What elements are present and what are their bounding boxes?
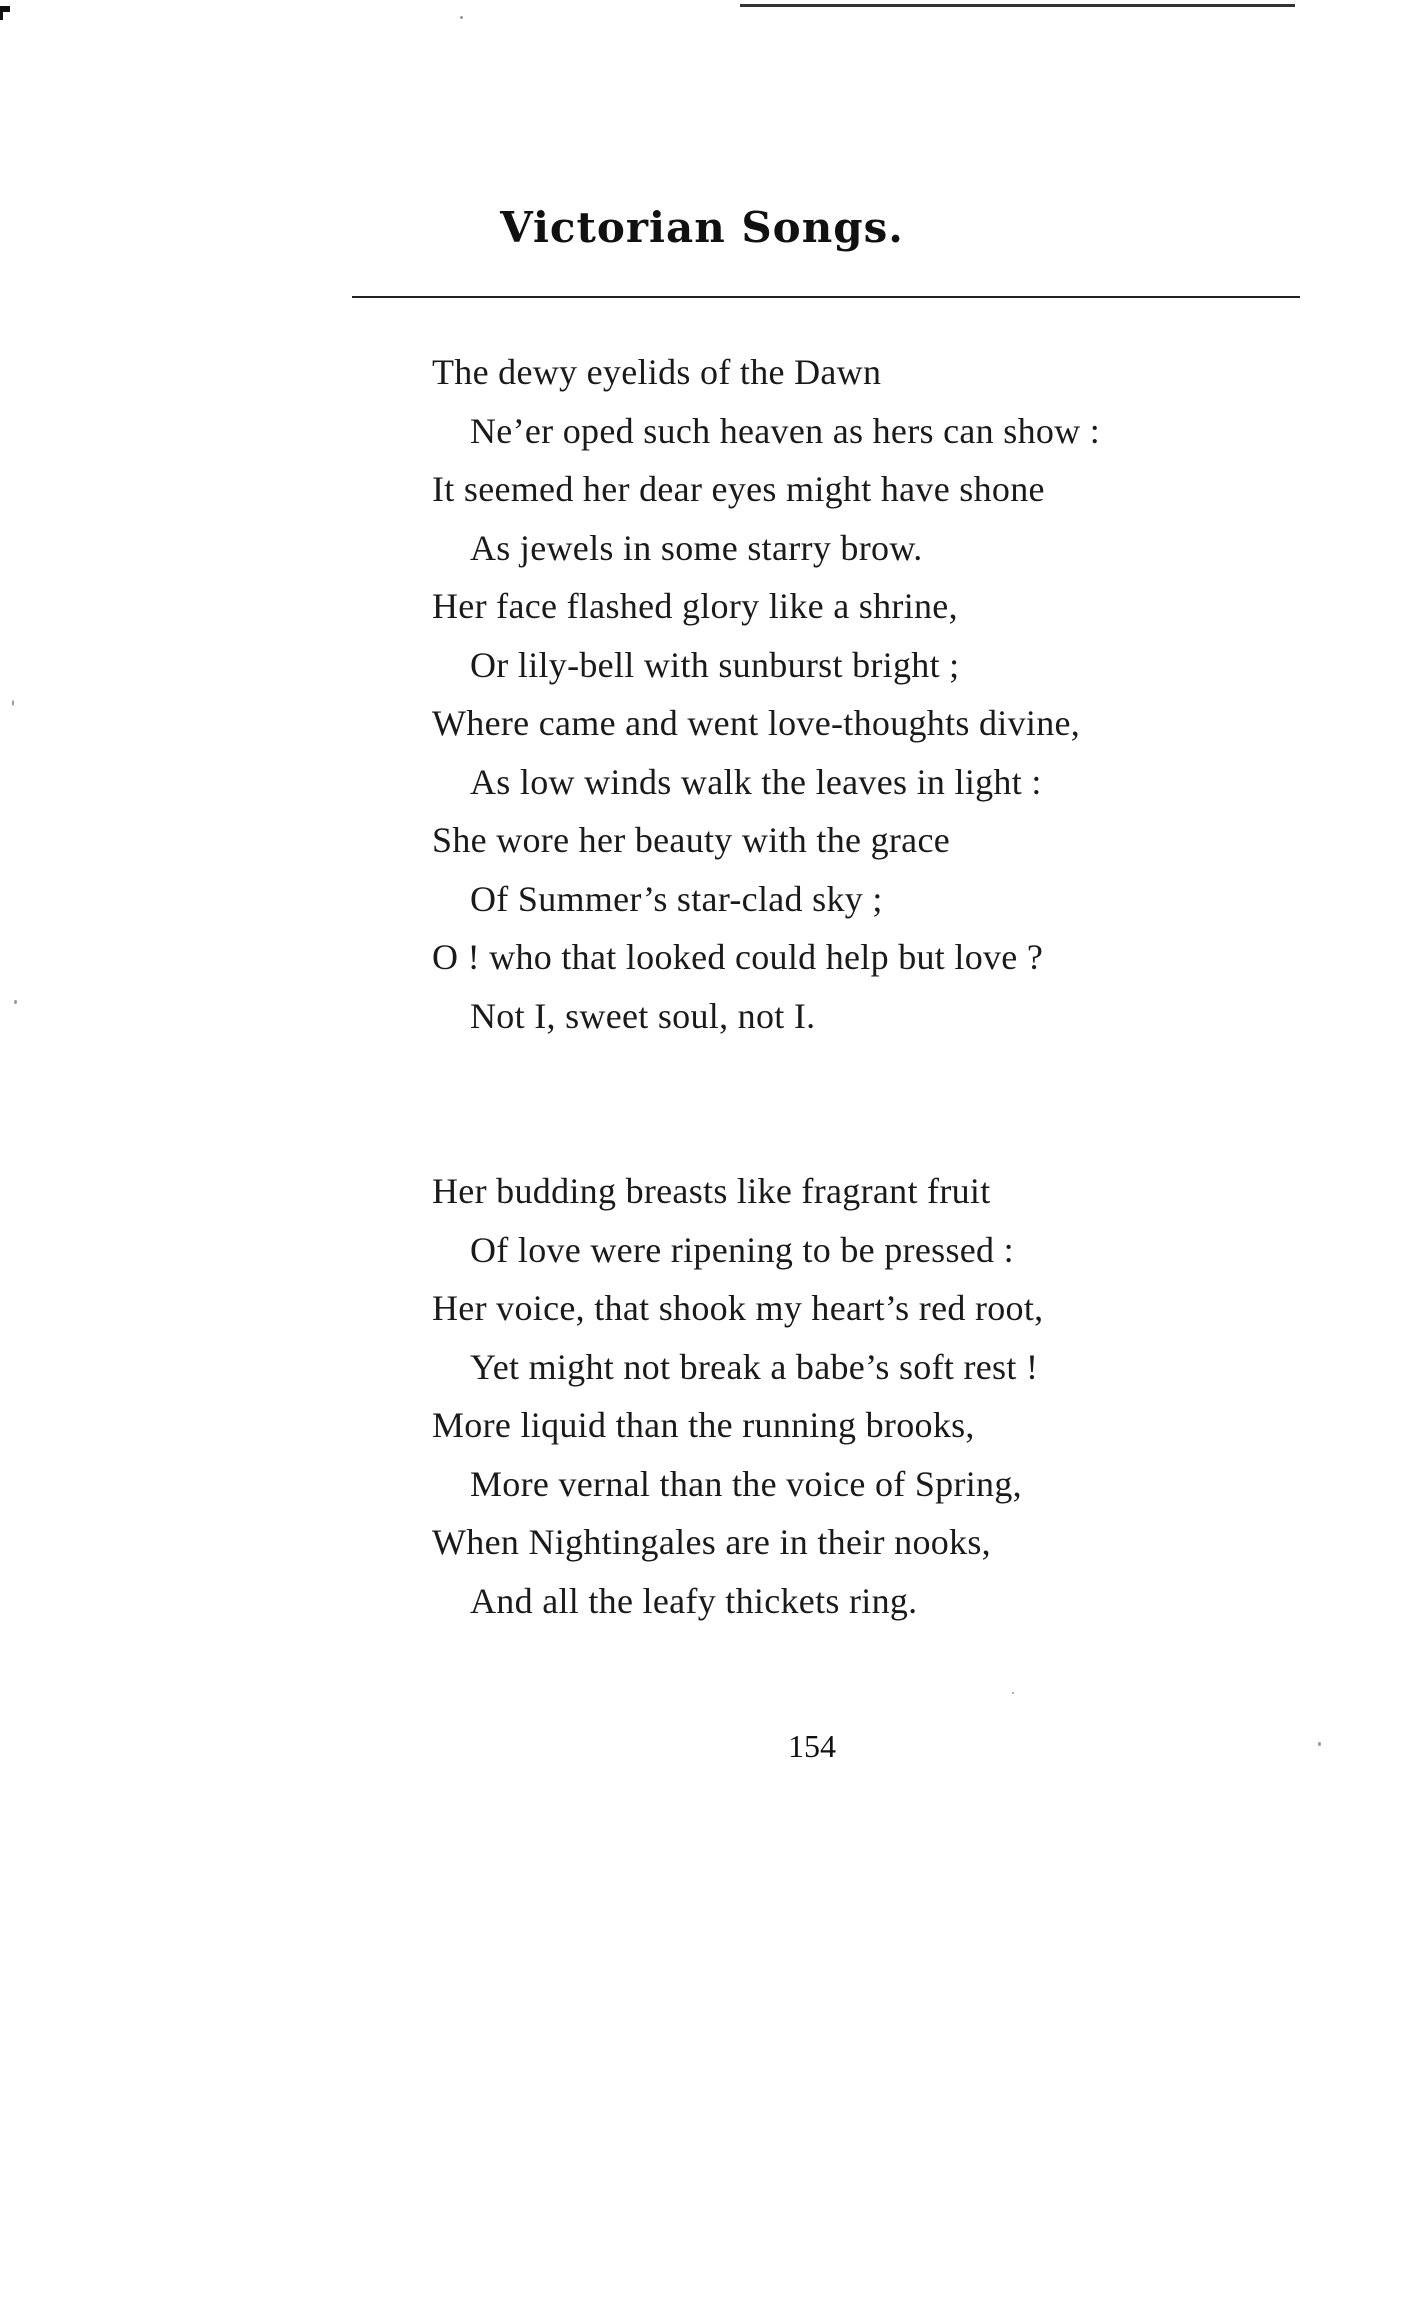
scan-corner-tick [0,8,3,20]
header-rule [352,296,1300,298]
verse-line: She wore her beauty with the grace [432,820,950,860]
verse-line: As low winds walk the leaves in light : [470,761,1042,802]
page-number: 154 [788,1728,836,1764]
verse-line: Ne’er oped such heaven as hers can show : [470,410,1101,451]
stanza-1 [432,343,1292,1045]
verse-line: O ! who that looked could help but love ? [432,937,1044,977]
stanza-2 [432,1162,1292,1630]
verse-line: Her budding breasts like fragrant fruit [432,1171,991,1211]
scan-speck [1012,1692,1014,1694]
scan-speck [1318,1742,1321,1746]
verse-line: Yet might not break a babe’s soft rest ! [470,1346,1039,1387]
verse-line: As jewels in some starry brow. [470,527,923,568]
verse-line: Her voice, that shook my heart’s red root, [432,1288,1044,1328]
verse-line: Or lily-bell with sunburst bright ; [470,644,960,685]
verse-line: Of Summer’s star-clad sky ; [470,878,883,919]
verse-line: Of love were ripening to be pressed : [470,1229,1014,1270]
verse-line: More vernal than the voice of Spring, [470,1463,1022,1504]
verse-line: Where came and went love-thoughts divine, [432,703,1081,743]
verse-line: Her face flashed glory like a shrine, [432,586,958,626]
verse-line: And all the leafy thickets ring. [470,1580,918,1621]
scan-speck [14,1000,17,1004]
scan-speck [12,700,14,706]
verse-line: It seemed her dear eyes might have shone [432,469,1045,509]
top-edge-rule [740,4,1295,7]
verse-line: More liquid than the running brooks, [432,1405,975,1445]
verse-line: When Nightingales are in their nooks, [432,1522,991,1562]
verse-line: Not I, sweet soul, not I. [470,995,816,1036]
scan-speck [460,16,463,19]
running-title: Victorian Songs. [500,203,904,252]
verse-line: The dewy eyelids of the Dawn [432,352,882,392]
